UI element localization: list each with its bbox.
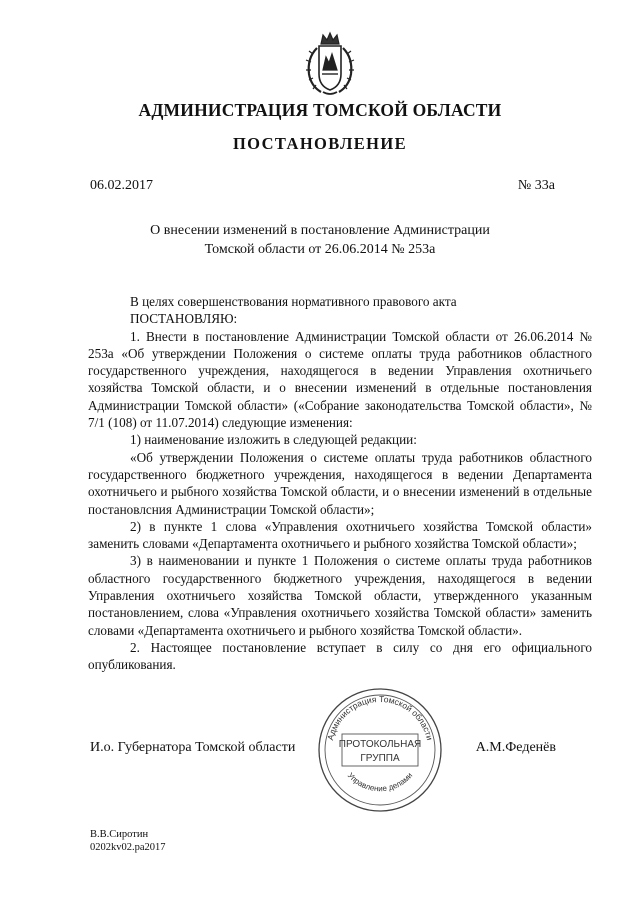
stamp-center-line-2: ГРУППА — [360, 753, 400, 764]
official-stamp — [316, 686, 444, 814]
document-number: № 33а — [517, 178, 555, 193]
signatory-position: И.о. Губернатора Томской области — [90, 740, 296, 755]
body-paragraph-preamble: В целях совершенствования нормативного правового акта — [130, 294, 457, 309]
document-footer — [90, 828, 166, 854]
document-type: ПОСТАНОВЛЕНИЕ — [232, 134, 408, 153]
body-paragraph-item-1: 1. Внести в постановление Администрации Томской области от 26.06.2014 № 253а «Об утверждении Положения о системе оплаты труда работников областного государственного учреждения, находящегося в ведении Управления охотничьего хозяйства Томской области, и о внесении изменений в отдельные постановления Администрации Томской области» («Собрание законодательства Томской области», № 7/1 (108) от 11.07.2014) следующие изменения: — [88, 328, 592, 431]
body-paragraph-subitem-2: 2) в пункте 1 слова «Управления охотничьего хозяйства Томской области» заменить словами «Департамента охотничьего и рыбного хозяйства Томской области»; — [88, 518, 592, 552]
footer-author: В.В.Сиротин — [90, 829, 149, 840]
stamp-ring-text: Администрация Томской области — [325, 693, 435, 742]
footer-file-code: 0202kv02.pa2017 — [90, 842, 166, 853]
coat-of-arms-emblem — [299, 30, 361, 98]
subject-line-1: О внесении изменений в постановление Администрации — [150, 223, 490, 238]
document-subject — [0, 221, 640, 259]
signatory-name: А.М.Феденёв — [475, 740, 556, 755]
body-paragraph-subitem-1: 1) наименование изложить в следующей редакции: — [130, 432, 417, 448]
document-body — [88, 293, 592, 674]
organization-title: АДМИНИСТРАЦИЯ ТОМСКОЙ ОБЛАСТИ — [138, 100, 502, 120]
body-paragraph-subitem-3: 3) в наименовании и пункте 1 Положения о системе оплаты труда работников областного государственного бюджетного учреждения, находящегося в ведении Управления охотничьего хозяйства Томской области, утвержденного указанным постановлением, слова «Управления охотничьего хозяйства Томской области» заменить словами «Департамента охотничьего и рыбного хозяйства Томской области». — [88, 553, 592, 638]
stamp-center-line-1: ПРОТОКОЛЬНАЯ — [338, 739, 422, 750]
subject-line-2: Томской области от 26.06.2014 № 253а — [204, 242, 436, 257]
body-paragraph-quote: «Об утверждении Положения о системе оплаты труда работников областного государственного бюджетного учреждения, находящегося в ведении Департамента охотничьего и рыбного хозяйства Томской области, и о внесении изменений в отдельные постановлсния Администрации Томской области»; — [88, 449, 592, 517]
body-paragraph-resolve: ПОСТАНОВЛЯЮ: — [130, 311, 238, 327]
body-paragraph-item-2: 2. Настоящее постановление вступает в силу со дня его официального опубликования. — [88, 639, 592, 673]
stamp-bottom-text: Управление делами — [345, 770, 415, 794]
document-date: 06.02.2017 — [90, 178, 153, 193]
